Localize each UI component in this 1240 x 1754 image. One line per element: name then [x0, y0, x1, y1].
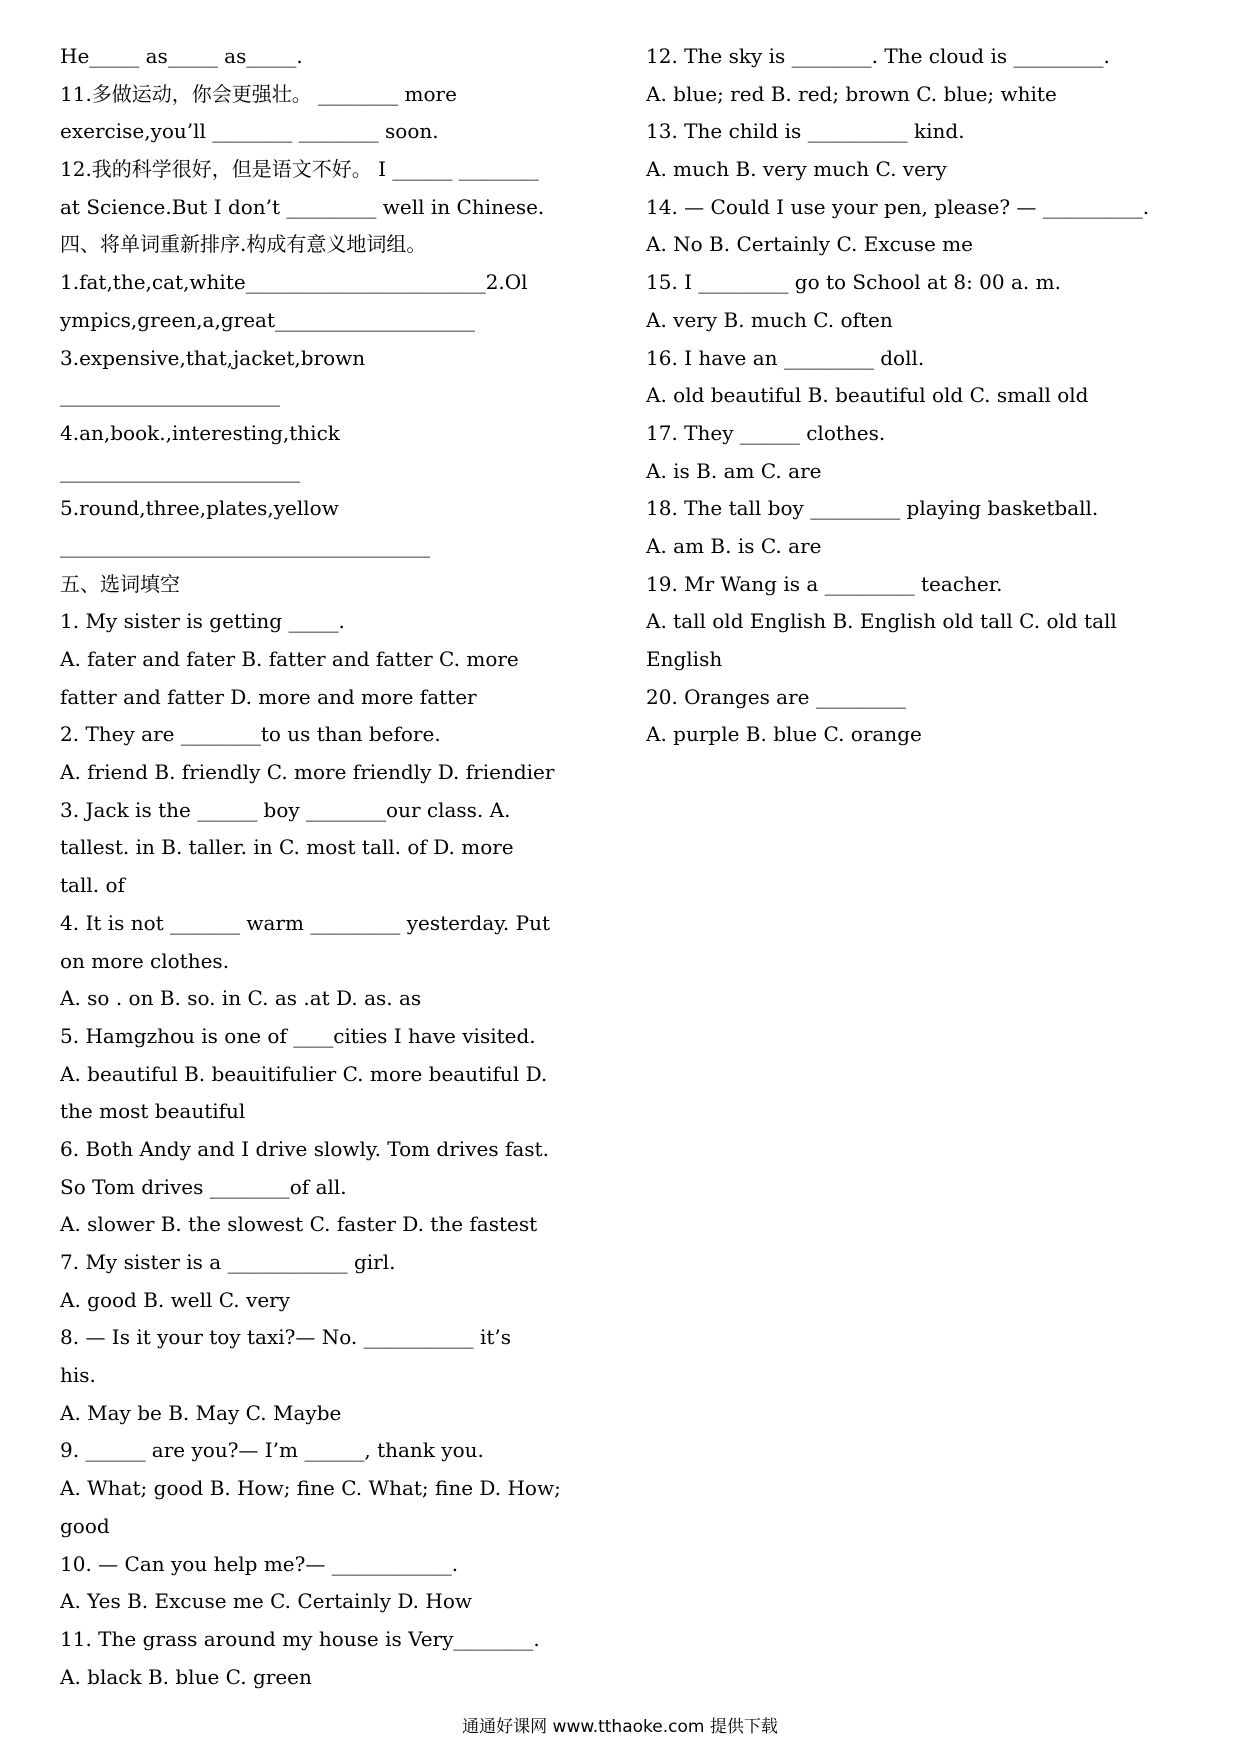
text-line: A. black B. blue C. green — [60, 1664, 312, 1689]
text-line: 11.多做运动，你会更强壮。 ________ more — [60, 81, 457, 106]
text-line: 12.我的科学很好，但是语文不好。 I ______ ________ — [60, 157, 539, 182]
text-line: A. am B. is C. are — [646, 533, 822, 558]
text-line: at Science.But I don’t _________ well in Chinese. — [60, 194, 545, 219]
text-line: A. old beautiful B. beautiful old C. small old — [646, 383, 1089, 408]
text-line: A. fater and fater B. fatter and fatter C. more — [60, 647, 519, 671]
text-line: 12. The sky is ________. The cloud is _________. — [646, 44, 1110, 68]
text-line: 19. Mr Wang is a _________ teacher. — [646, 571, 1003, 596]
section-heading-4: 四、将单词重新排序.构成有意义地词组。 — [60, 232, 427, 257]
text-line: the most beautiful — [60, 1099, 246, 1124]
text-line: 1.fat,the,cat,white________________________2.Ol — [60, 270, 528, 295]
text-line: good — [60, 1513, 110, 1538]
text-line: 4. It is not _______ warm _________ yesterday. Put — [60, 910, 550, 935]
text-line: A. much B. very much C. very — [646, 157, 947, 182]
text-line: 5.round,three,plates,yellow — [60, 496, 339, 521]
left-column — [60, 38, 608, 1696]
text-line: on more clothes. — [60, 948, 230, 973]
text-line: A. No B. Certainly C. Excuse me — [646, 232, 973, 257]
text-line: 6. Both Andy and I drive slowly. Tom drives fast. — [60, 1136, 549, 1161]
text-line: English — [646, 647, 723, 671]
text-line: ________________________ — [60, 458, 300, 483]
text-line: his. — [60, 1363, 96, 1388]
text-line: ______________________ — [60, 383, 280, 408]
text-line: exercise,you’ll ________ ________ soon. — [60, 119, 439, 144]
text-line: 3.expensive,that,jacket,brown — [60, 345, 366, 370]
text-line: A. is B. am C. are — [646, 458, 822, 483]
text-line: 7. My sister is a ____________ girl. — [60, 1250, 396, 1274]
text-line: 2. They are ________to us than before. — [60, 722, 441, 747]
text-line: A. blue; red B. red; brown C. blue; white — [646, 81, 1057, 106]
text-line: A. May be B. May C. Maybe — [60, 1400, 342, 1425]
text-line: ympics,green,a,great____________________ — [60, 307, 475, 332]
text-line: A. beautiful B. beauitifulier C. more beautiful D. — [60, 1061, 548, 1086]
right-column — [646, 38, 1194, 754]
text-line: tall. of — [60, 873, 125, 898]
text-line: A. What; good B. How; fine C. What; fine D. How; — [60, 1476, 561, 1501]
text-line: _____________________________________ — [60, 533, 430, 558]
text-line: A. purple B. blue C. orange — [646, 722, 922, 747]
text-line: 5. Hamgzhou is one of ____cities I have visited. — [60, 1023, 536, 1048]
text-line: 20. Oranges are _________ — [646, 684, 906, 709]
section-heading-5: 五、选词填空 — [60, 571, 180, 596]
text-line: 13. The child is __________ kind. — [646, 119, 965, 144]
text-line: 17. They ______ clothes. — [646, 420, 886, 445]
text-line: 3. Jack is the ______ boy ________our class. A. — [60, 797, 511, 822]
text-line: fatter and fatter D. more and more fatter — [60, 684, 477, 709]
text-line: 9. ______ are you?— I’m ______, thank you. — [60, 1438, 484, 1463]
text-line: 10. — Can you help me?— ____________. — [60, 1551, 459, 1576]
text-line: A. very B. much C. often — [646, 307, 893, 332]
text-line: A. slower B. the slowest C. faster D. the fastest — [60, 1212, 538, 1237]
text-line: 16. I have an _________ doll. — [646, 345, 925, 370]
text-line: 11. The grass around my house is Very________. — [60, 1626, 540, 1651]
text-line: 1. My sister is getting _____. — [60, 609, 345, 634]
text-line: 4.an,book.,interesting,thick — [60, 420, 340, 445]
text-line: A. so . on B. so. in C. as .at D. as. as — [60, 986, 422, 1011]
text-line: tallest. in B. taller. in C. most tall. of D. more — [60, 835, 514, 860]
text-line: A. tall old English B. English old tall C. old tall — [646, 609, 1117, 634]
text-line: 14. — Could I use your pen, please? — __________. — [646, 194, 1150, 219]
text-line: So Tom drives ________of all. — [60, 1174, 347, 1199]
text-line: 8. — Is it your toy taxi?— No. ___________ it’s — [60, 1325, 512, 1350]
text-line: A. friend B. friendly C. more friendly D. friendier — [60, 760, 555, 785]
text-line: A. Yes B. Excuse me C. Certainly D. How — [60, 1589, 473, 1614]
text-line: 15. I _________ go to School at 8: 00 a. m. — [646, 270, 1061, 295]
text-line: 18. The tall boy _________ playing basketball. — [646, 496, 1099, 521]
page-footer: 通通好课网 www.tthaoke.com 提供下载 — [462, 1717, 778, 1737]
text-line: He_____ as_____ as_____. — [60, 44, 303, 68]
text-line: A. good B. well C. very — [60, 1287, 291, 1312]
